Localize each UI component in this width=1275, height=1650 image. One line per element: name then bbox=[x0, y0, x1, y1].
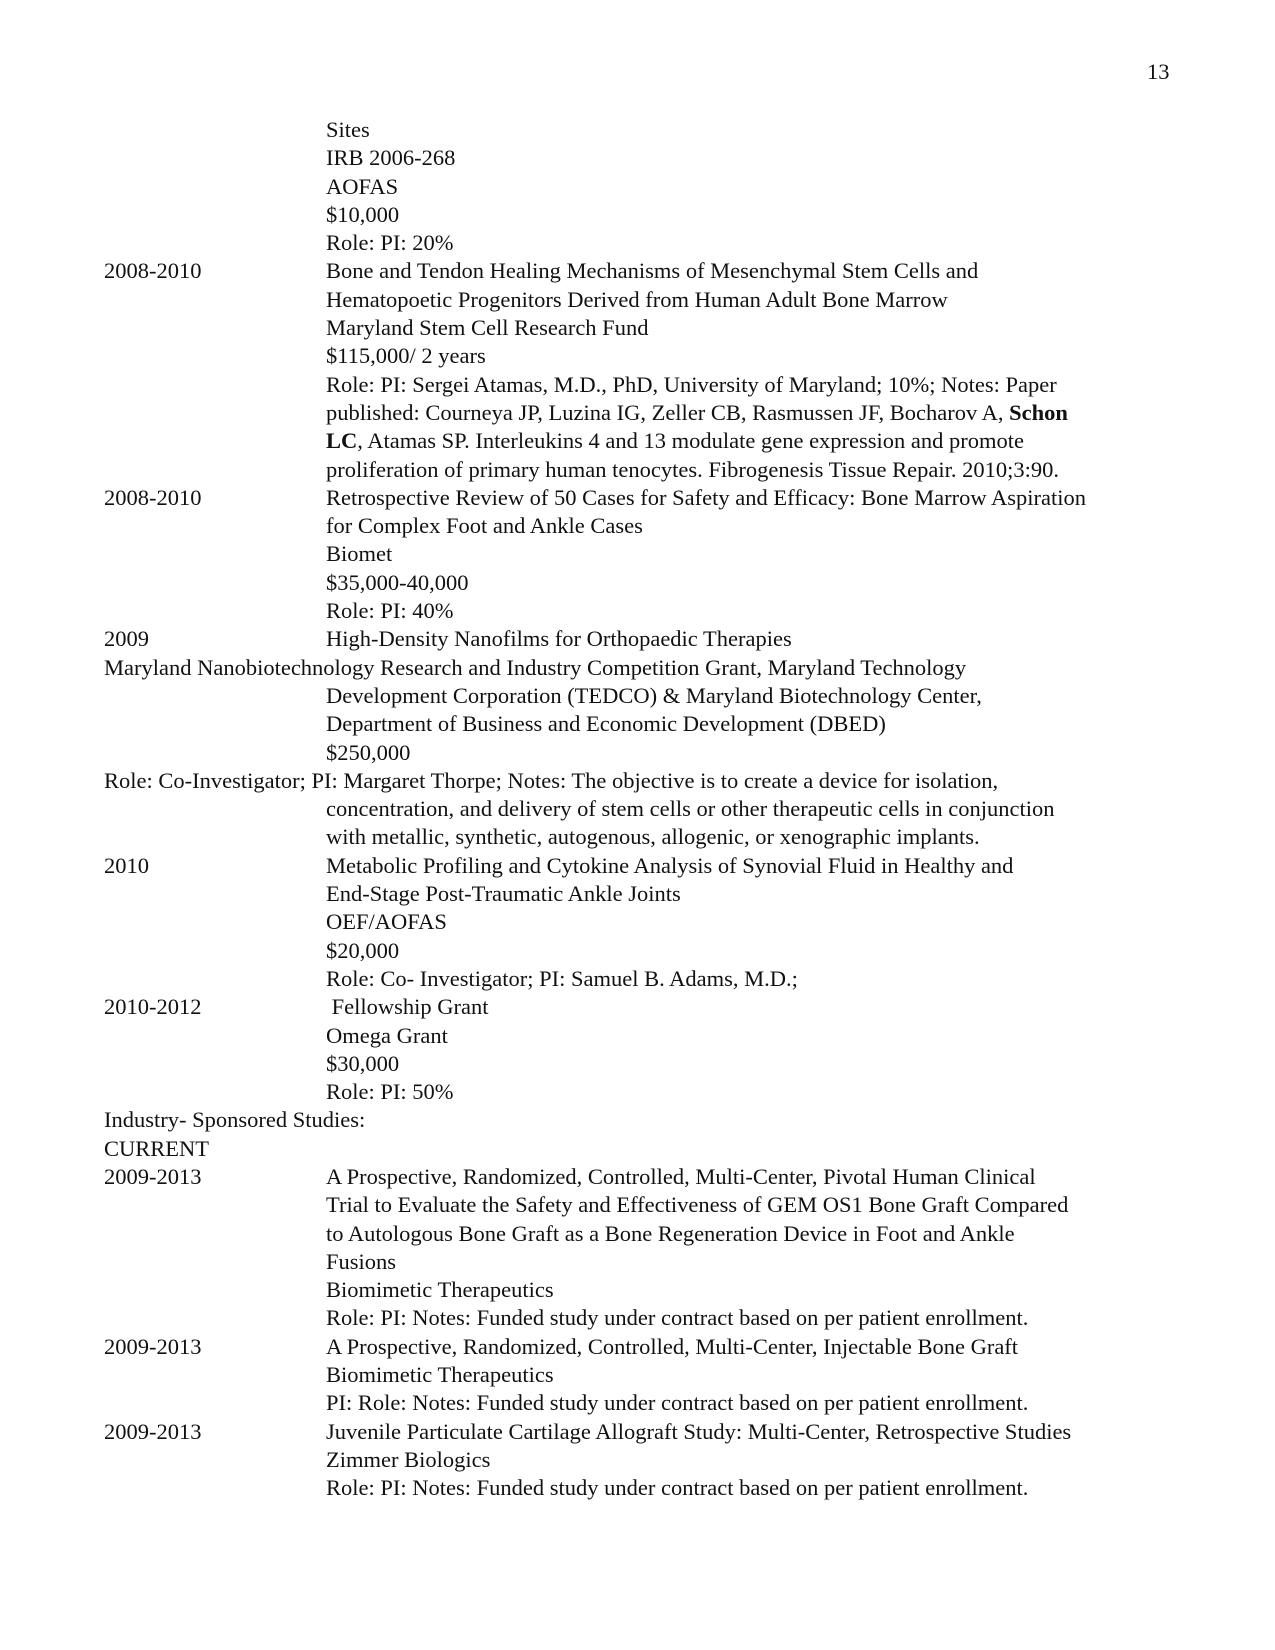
study-year: 2009-2013 bbox=[104, 1418, 202, 1444]
grant-line: $250,000 bbox=[326, 739, 411, 765]
author-name-bold: Schon bbox=[1009, 399, 1068, 425]
grant-entry-biomet bbox=[104, 484, 1184, 625]
study-line: Role: PI: Notes: Funded study under contract based on per patient enrollment. bbox=[326, 1305, 1029, 1331]
grant-line: Department of Business and Economic Development (DBED) bbox=[326, 711, 886, 737]
grant-line: for Complex Foot and Ankle Cases bbox=[326, 513, 643, 539]
grant-continued bbox=[104, 116, 1184, 257]
study-line: A Prospective, Randomized, Controlled, Multi-Center, Injectable Bone Graft bbox=[326, 1333, 1019, 1359]
page-number: 13 bbox=[1147, 59, 1170, 84]
study-line: PI: Role: Notes: Funded study under contract based on per patient enrollment. bbox=[326, 1390, 1029, 1416]
grant-line: concentration, and delivery of stem cells or other therapeutic cells in conjunction bbox=[326, 796, 1055, 822]
grant-line: $20,000 bbox=[326, 937, 400, 963]
study-line: Biomimetic Therapeutics bbox=[326, 1277, 554, 1303]
grant-line: Role: Co- Investigator; PI: Samuel B. Adams, M.D.; bbox=[326, 965, 798, 991]
study-line: Trial to Evaluate the Safety and Effectiveness of GEM OS1 Bone Graft Compared bbox=[326, 1192, 1069, 1218]
grant-entry-metabolic bbox=[104, 852, 1184, 993]
study-entry-cartilage bbox=[104, 1418, 1184, 1503]
grant-line: Metabolic Profiling and Cytokine Analysis of Synovial Fluid in Healthy and bbox=[326, 852, 1014, 878]
study-year: 2009-2013 bbox=[104, 1333, 202, 1359]
grant-line: $30,000 bbox=[326, 1050, 400, 1076]
grant-line: AOFAS bbox=[326, 173, 399, 199]
grant-line: Development Corporation (TEDCO) & Maryland Biotechnology Center, bbox=[326, 682, 982, 708]
grant-line: Maryland Stem Cell Research Fund bbox=[326, 315, 649, 341]
grant-line: Bone and Tendon Healing Mechanisms of Mesenchymal Stem Cells and bbox=[326, 258, 979, 284]
grant-line: Role: PI: Sergei Atamas, M.D., PhD, University of Maryland; 10%; Notes: Paper bbox=[326, 371, 1057, 397]
study-entry-gem bbox=[104, 1163, 1184, 1333]
study-line: Juvenile Particulate Cartilage Allograft Study: Multi-Center, Retrospective Studies bbox=[326, 1418, 1072, 1444]
grant-role-line: Role: Co-Investigator; PI: Margaret Thorpe; Notes: The objective is to create a device for isolation, bbox=[104, 767, 999, 793]
study-line: A Prospective, Randomized, Controlled, Multi-Center, Pivotal Human Clinical bbox=[326, 1163, 1036, 1189]
grant-sponsor-line: Maryland Nanobiotechnology Research and Industry Competition Grant, Maryland Technology bbox=[104, 654, 967, 680]
grant-year: 2010 bbox=[104, 852, 149, 878]
grant-year: 2008-2010 bbox=[104, 484, 202, 510]
study-year: 2009-2013 bbox=[104, 1163, 202, 1189]
grant-line: Retrospective Review of 50 Cases for Safety and Efficacy: Bone Marrow Aspiration bbox=[326, 484, 1087, 510]
grant-line: $10,000 bbox=[326, 201, 400, 227]
publication-text: , Atamas SP. Interleukins 4 and 13 modulate gene expression and promote bbox=[357, 428, 1025, 454]
grant-line: High-Density Nanofilms for Orthopaedic Therapies bbox=[326, 626, 792, 652]
grant-line: Role: PI: 20% bbox=[326, 230, 454, 256]
publication-text: published: Courneya JP, Luzina IG, Zeller CB, Rasmussen JF, Bocharov A, bbox=[326, 399, 1010, 425]
publication-line bbox=[326, 427, 1184, 455]
grant-line: Role: PI: 50% bbox=[326, 1079, 454, 1105]
grant-year: 2009 bbox=[104, 626, 149, 652]
grant-line: Role: PI: 40% bbox=[326, 598, 454, 624]
grant-line: IRB 2006-268 bbox=[326, 145, 456, 171]
study-line: Fusions bbox=[326, 1248, 397, 1274]
grant-line: $115,000/ 2 years bbox=[326, 343, 486, 369]
grants-list bbox=[104, 116, 1184, 1503]
grant-entry-mscs bbox=[104, 257, 1184, 483]
author-initials-bold: LC bbox=[326, 428, 358, 454]
grant-line: $35,000-40,000 bbox=[326, 569, 469, 595]
grant-year: 2008-2010 bbox=[104, 258, 202, 284]
grant-entry-fellowship bbox=[104, 993, 1184, 1106]
grant-line: Biomet bbox=[326, 541, 393, 567]
grant-line: with metallic, synthetic, autogenous, allogenic, or xenographic implants. bbox=[326, 824, 980, 850]
study-line: Biomimetic Therapeutics bbox=[326, 1362, 554, 1388]
grant-line: Sites bbox=[326, 117, 370, 142]
section-heading-current: CURRENT bbox=[104, 1135, 210, 1161]
study-line: Zimmer Biologics bbox=[326, 1446, 491, 1472]
publication-line bbox=[326, 399, 1184, 427]
grant-year: 2010-2012 bbox=[104, 994, 202, 1020]
section-heading-industry: Industry- Sponsored Studies: bbox=[104, 1107, 366, 1133]
study-line: Role: PI: Notes: Funded study under contract based on per patient enrollment. bbox=[326, 1475, 1029, 1501]
grant-line: OEF/AOFAS bbox=[326, 909, 447, 935]
grant-line: Hematopoetic Progenitors Derived from Human Adult Bone Marrow bbox=[326, 286, 948, 312]
grant-line: Omega Grant bbox=[326, 1022, 448, 1048]
study-line: to Autologous Bone Graft as a Bone Regeneration Device in Foot and Ankle bbox=[326, 1220, 1015, 1246]
publication-line: proliferation of primary human tenocytes. Fibrogenesis Tissue Repair. 2010;3:90. bbox=[326, 456, 1060, 482]
study-entry-injectable bbox=[104, 1333, 1184, 1418]
grant-entry-nanofilms bbox=[104, 625, 1184, 851]
grant-line: Fellowship Grant bbox=[326, 994, 489, 1020]
grant-line: End-Stage Post-Traumatic Ankle Joints bbox=[326, 881, 681, 907]
